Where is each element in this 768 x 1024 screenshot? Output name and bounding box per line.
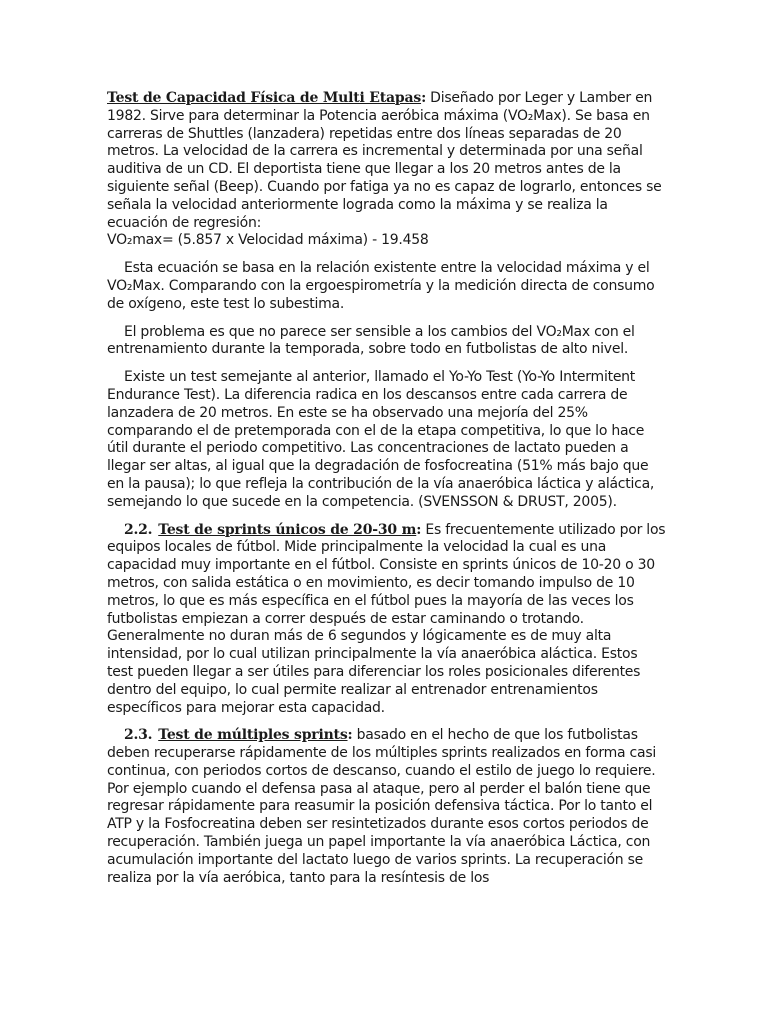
- intro-title: Test de Capacidad Física de Multi Etapas: [107, 90, 422, 106]
- paragraph-equation-basis: Esta ecuación se basa en la relación existente entre la velocidad máxima y el VO₂Max. Comparando con la ergoespirometría y la medición directa de consumo de oxígeno, este test lo subestima.: [107, 260, 655, 312]
- section-title: Test de múltiples sprints: [158, 727, 348, 744]
- paragraph-yoyo-test: Existe un test semejante al anterior, llamado el Yo-Yo Test (Yo-Yo Intermitent Endurance Test). La diferencia radica en los descansos entre cada carrera de lanzadera de 20 metros. En este se ha observado una mejoría del 25% comparando el de pretemporada con el de la etapa competitiva, lo que lo hace útil durante el periodo competitivo. Las concentraciones de lactato pueden a llegar ser altas, al igual que la degradación de fosfocreatina (51% más bajo que en la pausa); lo que refleja la contribución de la vía anaeróbica láctica y aláctica, semejando lo que sucede en la competencia. (SVENSSON & DRUST, 2005).: [107, 369, 655, 510]
- section-title: Test de sprints únicos de 20-30 m: [158, 521, 417, 538]
- section-number: 2.3.: [124, 727, 153, 744]
- section-title-colon: :: [347, 727, 353, 744]
- document-text: [107, 90, 667, 897]
- paragraph-sensitivity-problem: El problema es que no parece ser sensible a los cambios del VO₂Max con el entrenamiento durante la temporada, sobre todo en futbolistas de alto nivel.: [107, 323, 635, 358]
- section-single-sprints: [107, 522, 667, 718]
- vo2max-equation: VO₂max= (5.857 x Velocidad máxima) - 19.458: [107, 232, 429, 249]
- section-multiple-sprints: [107, 727, 667, 887]
- section-title-colon: :: [416, 521, 422, 538]
- intro-paragraph: [107, 90, 667, 250]
- section-number: 2.2.: [124, 521, 153, 538]
- intro-body: Diseñado por Leger y Lamber en 1982. Sirve para determinar la Potencia aeróbica máxima (VO₂Max). Se basa en carreras de Shuttles (lanzadera) repetidas entre dos líneas separadas de 20 metros. La velocidad de la carrera es incremental y determinada por una señal auditiva de un CD. El deportista tiene que llegar a los 20 metros antes de la siguiente señal (Beep). Cuando por fatiga ya no es capaz de lograrlo, entonces se señala la velocidad anteriormente lograda como la máxima y se realiza la ecuación de regresión:: [107, 90, 662, 231]
- intro-title-colon: :: [421, 90, 426, 106]
- section-body: basado en el hecho de que los futbolistas deben recuperarse rápidamente de los múltiples sprints realizados en forma casi continua, con periodos cortos de descanso, cuando el estilo de juego lo requiere. Por ejemplo cuando el defensa pasa al ataque, pero al perder el balón tiene que regresar rápidamente para reasumir la posición defensiva táctica. Por lo tanto el ATP y la Fosfocreatina deben ser resintetizados durante esos cortos periodos de recuperación. También juega un papel importante la vía anaeróbica Láctica, con acumulación importante del lactato luego de varios sprints. La recuperación se realiza por la vía aeróbica, tanto para la resíntesis de los: [107, 727, 657, 886]
- section-body: Es frecuentemente utilizado por los equipos locales de fútbol. Mide principalmente la velocidad la cual es una capacidad muy importante en el fútbol. Consiste en sprints únicos de 10-20 o 30 metros, con salida estática o en movimiento, es decir tomando impulso de 10 metros, lo que es más específica en el fútbol pues la mayoría de las veces los futbolistas empiezan a correr después de estar caminando o trotando. Generalmente no duran más de 6 segundos y lógicamente es de muy alta intensidad, por lo cual utilizan principalmente la vía anaeróbica aláctica. Estos test pueden llegar a ser útiles para diferenciar los roles posicionales diferentes dentro del equipo, lo cual permite realizar al entrenador entrenamientos específicos para mejorar esta capacidad.: [107, 521, 666, 716]
